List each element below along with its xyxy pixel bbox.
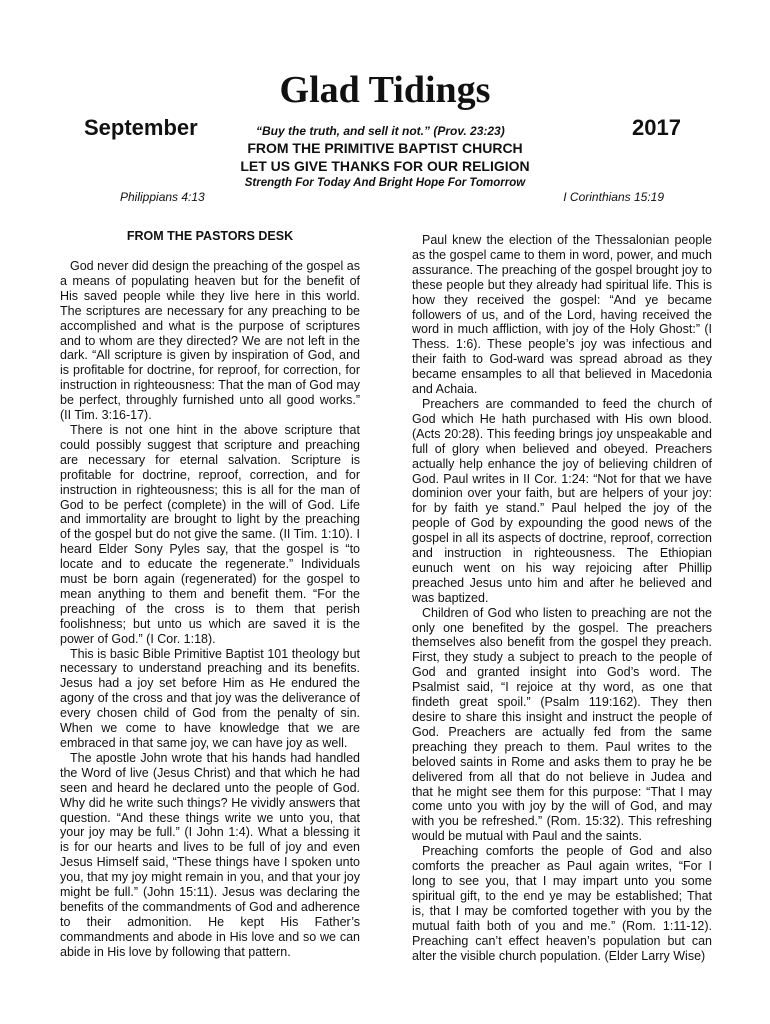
scripture-ref-left: Philippians 4:13 (120, 190, 205, 204)
paragraph: Children of God who listen to preaching are not the only one benefited by the gospel. The preachers themselves also benefit from the gospel they preach. First, they study a subject to preach to the people of God and granted insight into God’s word. The Psalmist said, “I rejoice at thy word, as one that findeth great spoil.” (Psalm 119:162). They then desire to share this insight and instruct the people of God. Preachers are actually fed from the same preaching they preach to them. Paul writes to the beloved saints in Rome and asks them to pray he be delivered from all that do not believe in Judea and that he might see them for this purpose: “That I may come unto you with joy by the will of God, and may with you be refreshed.” (Rom. 15:32). This refreshing would be mutual with Paul and the saints. (412, 605, 712, 844)
paragraph: This is basic Bible Primitive Baptist 101 theology but necessary to understand preaching and its benefits. Jesus had a joy set before Him as He endured the agony of the cross and that joy was the deliverance of every chosen child of God from the penalty of sin. When we come to have knowledge that we are embraced in that same joy, we can have joy as well. (60, 646, 360, 750)
tagline: LET US GIVE THANKS FOR OUR RELIGION (240, 158, 530, 174)
subtitle: Strength For Today And Bright Hope For Tomorrow (244, 177, 526, 189)
section-heading: FROM THE PASTORS DESK (126, 229, 294, 243)
paragraph: Preaching comforts the people of God and also comforts the preacher as Paul again writes, “For I long to see you, that I may impart unto you some spiritual gift, to the end ye may be established; That is, that I may be comforted together with you by the mutual faith both of you and me.” (Rom. 1:11-12). Preaching can’t effect heaven’s population but can alter the visible church population. (Elder Larry Wise) (412, 844, 712, 963)
paragraph: God never did design the preaching of the gospel as a means of populating heaven but for the benefit of His saved people while they live here in this world. The scriptures are necessary for any preaching to be accomplished and what is the purpose of scriptures and to whom are they directed? We are not left in the dark. “All scripture is given by inspiration of God, and is profitable for doctrine, for reproof, for correction, for instruction in righteousness: That the man of God may be perfect, throughly furnished unto all good works.” (II Tim. 3:16-17). (60, 259, 360, 423)
paragraph: The apostle John wrote that his hands had handled the Word of live (Jesus Christ) and that which he had seen and heard he declared unto the people of God. Why did he write such things? He vividly answers that question. “And these things write we unto you, that your joy may be full.” (I John 1:4). What a blessing it is for our hearts and lives to be full of joy and even Jesus Himself said, “These things have I spoken unto you, that my joy might remain in you, and that your joy might be full.” (John 15:11). Jesus was declaring the benefits of the commandments of God and adherence to their admonition. He kept His Father’s commandments and abode in His love and so we can abide in His love by following that pattern. (60, 750, 360, 959)
church-name: FROM THE PRIMITIVE BAPTIST CHURCH (247, 140, 523, 156)
left-column (60, 229, 360, 960)
motto: “Buy the truth, and sell it not.” (Prov. 23:23) (256, 124, 505, 138)
issue-year: 2017 (632, 115, 681, 140)
scripture-ref-right: I Corinthians 15:19 (563, 190, 664, 204)
newsletter-title: Glad Tidings (279, 69, 491, 111)
paragraph: Paul knew the election of the Thessalonian people as the gospel came to them in word, power, and much assurance. The preaching of the gospel brought joy to these people but they already had spiritual life. This is how they received the gospel: “And ye became followers of us, and of the Lord, having received the word in much affliction, with joy of the Holy Ghost:” (I Thess. 1:6). These people’s joy was infectious and their faith to God-ward was spread abroad as they became ensamples to all that believed in Macedonia and Achaia. (412, 233, 712, 397)
paragraph: Preachers are commanded to feed the church of God which He hath purchased with His own blood. (Acts 20:28). This feeding brings joy unspeakable and full of glory when believed and obeyed. Preachers actually help enhance the joy of believing children of God. Paul writes in II Cor. 1:24: “Not for that we have dominion over your faith, but are helpers of your joy: for by faith ye stand.” Paul helped the joy of the people of God by expounding the good news of the gospel in all its aspects of doctrine, reproof, correction and instruction in righteousness. The Ethiopian eunuch went on his way rejoicing after Phillip preached Jesus unto him and after he believed and was baptized. (412, 396, 712, 605)
paragraph: There is not one hint in the above scripture that could possibly suggest that scripture and preaching are necessary for eternal salvation. Scripture is profitable for doctrine, reproof, correction, and for instruction in righteousness; this is all for the man of God to be perfect (complete) in the will of God. Life and immortality are brought to light by the preaching of the gospel but do not give the same. (II Tim. 1:10). I heard Elder Sony Pyles say, that the gospel is “to locate and to educate the regenerate.” Individuals must be born again (regenerated) for the gospel to mean anything to them and benefit them. “For the preaching of the cross is to them that perish foolishness; but unto us which are saved it is the power of God.” (I Cor. 1:18). (60, 422, 360, 646)
issue-month: September (84, 115, 198, 140)
right-column (412, 233, 712, 963)
